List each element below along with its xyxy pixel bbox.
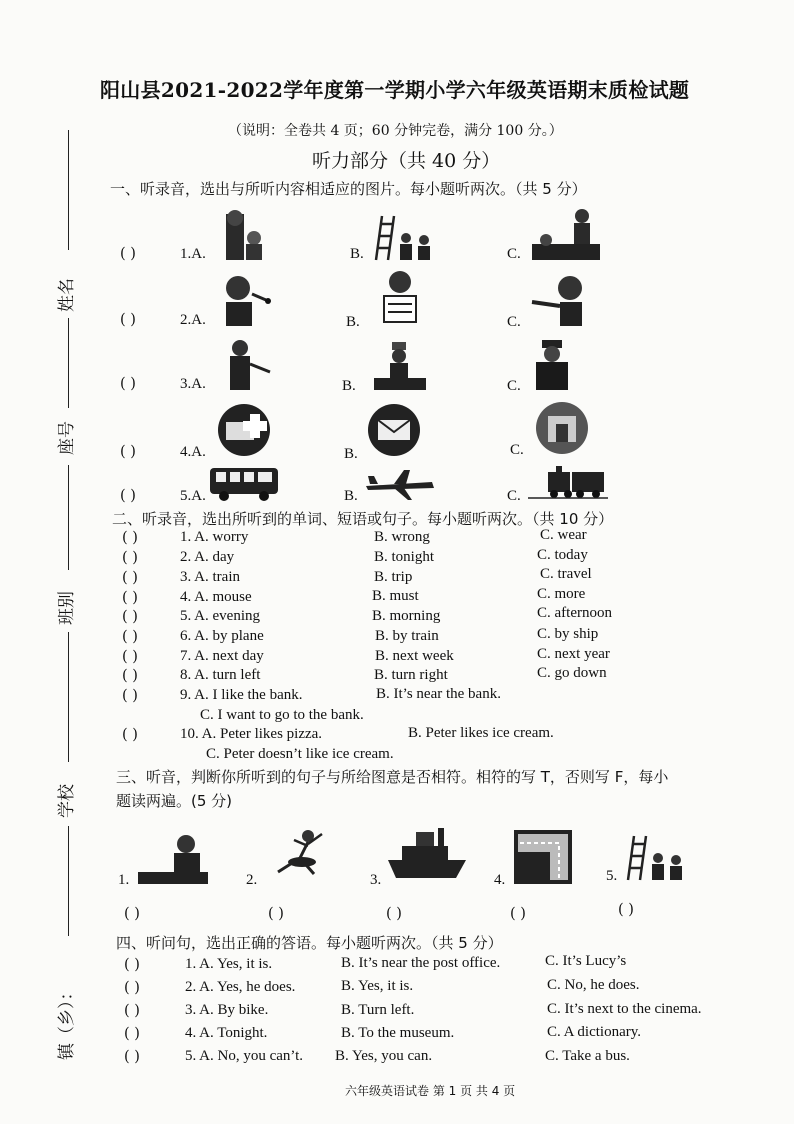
section-subtitle: 听力部分（共 40 分）: [312, 150, 501, 172]
option-c: C. go down: [537, 665, 607, 681]
option-label: 4.A.: [180, 444, 206, 460]
dancing-girl-picture: [270, 828, 330, 884]
option-b: B. next week: [375, 648, 454, 664]
option-c: C. next year: [537, 646, 610, 662]
bus-picture: [208, 466, 280, 502]
picture-label-2: 2.: [246, 872, 258, 888]
option-b: B. To the museum.: [341, 1025, 455, 1041]
option-a: 5. A. No, you can’t.: [185, 1048, 304, 1064]
option-c: C. It’s Lucy’s: [545, 953, 627, 969]
option-label: 1.A.: [180, 246, 206, 262]
answer-blank[interactable]: ( ): [122, 530, 138, 546]
cook-picture: [372, 340, 428, 392]
option-label: C.: [510, 442, 524, 458]
option-label: B.: [350, 246, 364, 262]
part2-heading: 二、听录音，选出所听到的单词、短语或句子。每小题听两次。（共 10 分）: [112, 510, 614, 528]
option-a: 3. A. train: [180, 569, 240, 585]
answer-blank[interactable]: ( ): [124, 957, 140, 973]
option-label: C.: [507, 378, 521, 394]
name-line: [68, 130, 69, 250]
option-b: B. by train: [375, 628, 439, 644]
answer-blank[interactable]: ( ): [124, 906, 140, 922]
road-turn-picture: [514, 830, 572, 884]
answer-blank[interactable]: ( ): [618, 902, 634, 918]
businessman-picture: [218, 338, 274, 392]
boy-drawing-picture: [376, 268, 424, 328]
police-officer-picture: [528, 338, 576, 392]
option-b: B. Yes, you can.: [335, 1048, 433, 1064]
school-line: [68, 826, 69, 936]
ladder-workers-picture: [372, 212, 432, 262]
option-a: 1. A. worry: [180, 529, 249, 545]
option-c: C. more: [537, 586, 586, 602]
option-label: C.: [507, 488, 521, 504]
ladder-workers-picture: [624, 832, 684, 882]
option-b: B. Yes, it is.: [341, 978, 414, 994]
answer-blank[interactable]: ( ): [120, 246, 136, 262]
class-line: [68, 632, 69, 762]
answer-blank[interactable]: ( ): [120, 312, 136, 328]
option-label: 2.A.: [180, 312, 206, 328]
option-b: B. turn right: [374, 667, 448, 683]
option-c: C. wear: [540, 527, 587, 543]
answer-blank[interactable]: ( ): [122, 609, 138, 625]
answer-blank[interactable]: ( ): [122, 550, 138, 566]
page-title: 阳山县2021-2022学年度第一学期小学六年级英语期末质检试题: [100, 78, 690, 102]
option-label: B.: [344, 446, 358, 462]
part1-heading: 一、听录音，选出与所听内容相适应的图片。每小题听两次。（共 5 分）: [110, 180, 587, 198]
answer-blank[interactable]: ( ): [386, 906, 402, 922]
answer-blank[interactable]: ( ): [122, 590, 138, 606]
label-school: 学校: [57, 784, 77, 818]
answer-blank[interactable]: ( ): [122, 629, 138, 645]
museum-picture: [534, 400, 590, 456]
option-a: 1. A. Yes, it is.: [185, 956, 273, 972]
answer-blank[interactable]: ( ): [120, 444, 136, 460]
divider-line: [68, 318, 69, 408]
label-seat: 座号: [57, 421, 77, 455]
option-a: 4. A. Tonight.: [185, 1025, 268, 1041]
option-a: 10. A. Peter likes pizza.: [180, 726, 323, 742]
post-office-picture: [366, 402, 422, 458]
option-b: B. trip: [374, 569, 413, 585]
answer-blank[interactable]: ( ): [268, 906, 284, 922]
option-a: 7. A. next day: [180, 648, 264, 664]
option-b: B. Turn left.: [341, 1002, 415, 1018]
option-label: 3.A.: [180, 376, 206, 392]
answer-blank[interactable]: ( ): [122, 649, 138, 665]
picture-label-1: 1.: [118, 872, 130, 888]
option-a: 6. A. by plane: [180, 628, 264, 644]
pointing-girl-picture: [528, 272, 590, 328]
cooking-girl-picture: [530, 206, 602, 262]
train-picture: [528, 464, 608, 500]
part4-heading: 四、听问句，选出正确的答语。每小题听两次。（共 5 分）: [116, 934, 503, 952]
part3-heading-cont: 题读两遍。(5 分): [116, 792, 233, 810]
answer-blank[interactable]: ( ): [510, 906, 526, 922]
option-b: B. wrong: [374, 529, 430, 545]
option-b: B. must: [372, 588, 419, 604]
option-c: C. travel: [540, 566, 592, 582]
answer-blank[interactable]: ( ): [122, 688, 138, 704]
option-label: C.: [507, 314, 521, 330]
picture-label-3: 3.: [370, 872, 382, 888]
singing-boy-picture: [218, 272, 274, 328]
answer-blank[interactable]: ( ): [124, 1026, 140, 1042]
option-a: 8. A. turn left: [180, 667, 261, 683]
answer-blank[interactable]: ( ): [124, 1003, 140, 1019]
page-footer: 六年级英语试卷 第 1 页 共 4 页: [345, 1084, 516, 1098]
option-c: C. It’s next to the cinema.: [547, 1001, 702, 1017]
seat-line: [68, 465, 69, 570]
option-b: B. Peter likes ice cream.: [408, 725, 554, 741]
option-c: C. I want to go to the bank.: [200, 707, 364, 723]
option-a: 3. A. By bike.: [185, 1002, 269, 1018]
option-c: C. by ship: [537, 626, 599, 642]
option-a: 9. A. I like the bank.: [180, 687, 303, 703]
option-label: B.: [346, 314, 360, 330]
girl-with-dad-picture: [218, 208, 266, 262]
answer-blank[interactable]: ( ): [122, 727, 138, 743]
option-a: 2. A. Yes, he does.: [185, 979, 296, 995]
option-b: B. morning: [372, 608, 441, 624]
plane-picture: [364, 468, 436, 502]
label-town: 镇（乡）：: [57, 983, 77, 1060]
option-b: B. It’s near the post office.: [341, 955, 501, 971]
option-c: C. No, he does.: [547, 977, 640, 993]
option-c: C. A dictionary.: [547, 1024, 642, 1040]
exam-note: （说明：全卷共 4 页；60 分钟完卷，满分 100 分。）: [228, 123, 563, 139]
answer-blank[interactable]: ( ): [122, 668, 138, 684]
option-c: C. Take a bus.: [545, 1048, 630, 1064]
answer-blank[interactable]: ( ): [120, 376, 136, 392]
answer-blank[interactable]: ( ): [122, 570, 138, 586]
answer-blank[interactable]: ( ): [120, 488, 136, 504]
option-label: C.: [507, 246, 521, 262]
hospital-picture: [216, 402, 272, 458]
option-c: C. afternoon: [537, 605, 612, 621]
picture-label-4: 4.: [494, 872, 506, 888]
answer-blank[interactable]: ( ): [124, 1049, 140, 1065]
option-b: B. It’s near the bank.: [376, 686, 501, 702]
option-c: C. today: [537, 547, 588, 563]
option-a: 2. A. day: [180, 549, 235, 565]
option-a: 4. A. mouse: [180, 589, 252, 605]
option-a: 5. A. evening: [180, 608, 260, 624]
picture-label-5: 5.: [606, 868, 618, 884]
option-label: B.: [342, 378, 356, 394]
man-on-phone-picture: [136, 832, 214, 886]
label-name: 姓名: [57, 278, 77, 312]
label-class: 班别: [57, 591, 77, 625]
option-label: 5.A.: [180, 488, 206, 504]
ship-picture: [386, 826, 468, 882]
option-c: C. Peter doesn’t like ice cream.: [206, 746, 394, 762]
part3-heading: 三、听音，判断你所听到的句子与所给图意是否相符。相符的写 T，否则写 F，每小: [116, 768, 669, 786]
answer-blank[interactable]: ( ): [124, 980, 140, 996]
option-label: B.: [344, 488, 358, 504]
option-b: B. tonight: [374, 549, 435, 565]
